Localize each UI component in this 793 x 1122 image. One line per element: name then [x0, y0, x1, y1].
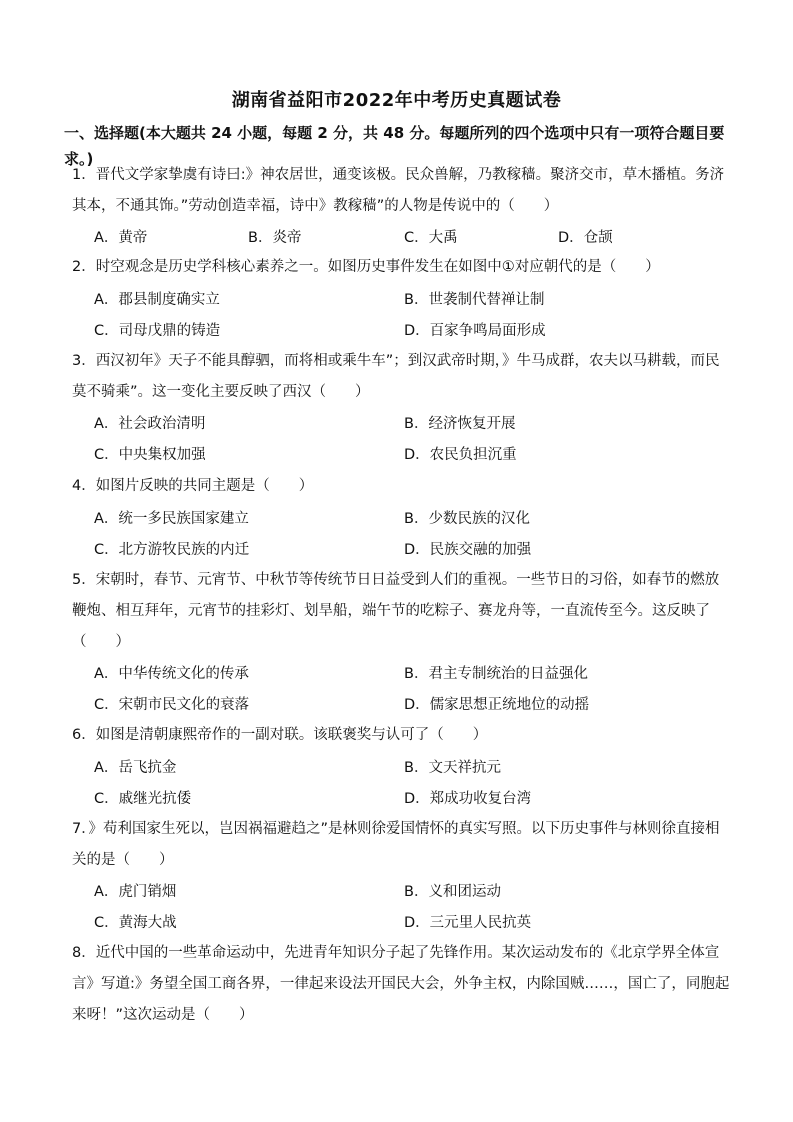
option-c[interactable]: C．宋朝市民文化的衰落: [94, 697, 250, 713]
option-c[interactable]: C．北方游牧民族的内迁: [94, 542, 250, 558]
options-6b: [94, 787, 734, 811]
option-a[interactable]: A．虎门销烟: [94, 884, 177, 900]
option-c[interactable]: C．黄海大战: [94, 915, 177, 931]
option-c[interactable]: C．司母戊鼎的铸造: [94, 323, 221, 339]
option-b[interactable]: B．世袭制代替禅让制: [404, 292, 545, 308]
option-b[interactable]: B．君主专制统治的日益强化: [404, 666, 588, 682]
question-1: 1．晋代文学家挚虞有诗曰:》神农居世，通变该极。民众兽解，乃教稼穑。聚济交市，草木播植。务济其本，不通其饰。”劳动创造幸福，诗中》教稼穑”的人物是传说中的（ ）: [72, 167, 725, 214]
question-2: 2．时空观念是历史学科核心素养之一。如图历史事件发生在如图中①对应朝代的是（ ）: [72, 259, 660, 275]
options-6: [94, 756, 734, 780]
option-b[interactable]: B．经济恢复开展: [404, 416, 516, 432]
options-5b: [94, 693, 734, 717]
question-7: 7．》苟利国家生死以，岂因祸福避趋之”是林则徐爱国情怀的真实写照。以下历史事件与林则徐直接相关的是（ ）: [72, 821, 720, 868]
section-heading: 一、选择题(本大题共 24 小题，每题 2 分，共 48 分。每题所列的四个选项中只有一项符合题目要求。): [64, 124, 725, 168]
option-a[interactable]: A．岳飞抗金: [94, 760, 177, 776]
option-b[interactable]: B．少数民族的汉化: [404, 511, 530, 527]
option-a[interactable]: A．郡县制度确实立: [94, 292, 220, 308]
option-c[interactable]: C．中央集权加强: [94, 447, 206, 463]
option-b[interactable]: B．文天祥抗元: [404, 760, 501, 776]
question-8: 8．近代中国的一些革命运动中，先进青年知识分子起了先锋作用。某次运动发布的《北京学界全体宣言》写道:》务望全国工商各界，一律起来设法开国民大会，外争主权，内除国贼……，国亡了，同胞起来呀！”这次运动是（ ）: [72, 945, 730, 1023]
options-3: [94, 412, 734, 436]
option-d[interactable]: D．三元里人民抗英: [404, 915, 532, 931]
option-a[interactable]: A．统一多民族国家建立: [94, 511, 249, 527]
options-4b: [94, 538, 734, 562]
option-b[interactable]: B．义和团运动: [404, 884, 501, 900]
option-d[interactable]: D．儒家思想正统地位的动摇: [404, 697, 590, 713]
options-5: [94, 662, 734, 686]
option-d[interactable]: D．郑成功收复台湾: [404, 791, 532, 807]
options-7b: [94, 911, 734, 935]
options-2b: [94, 319, 734, 343]
option-c[interactable]: C．戚继光抗倭: [94, 791, 192, 807]
question-5: 5．宋朝时，春节、元宵节、中秋节等传统节日日益受到人们的重视。一些节日的习俗，如春节的燃放鞭炮、相互拜年，元宵节的挂彩灯、划旱船，端午节的吃粽子、赛龙舟等，一直流传至今。这反映了（ ）: [72, 572, 720, 650]
options-7: [94, 880, 734, 904]
question-4: 4．如图片反映的共同主题是（ ）: [72, 478, 314, 494]
option-a[interactable]: A．中华传统文化的传承: [94, 666, 249, 682]
options-4: [94, 507, 734, 531]
option-b[interactable]: B．炎帝: [248, 230, 302, 246]
options-3b: [94, 443, 734, 467]
option-a[interactable]: A．社会政治清明: [94, 416, 206, 432]
option-d[interactable]: D．仓颉: [558, 230, 613, 246]
option-d[interactable]: D．民族交融的加强: [404, 542, 532, 558]
option-c[interactable]: C．大禹: [404, 230, 458, 246]
option-d[interactable]: D．百家争鸣局面形成: [404, 323, 546, 339]
options-1: [94, 226, 734, 250]
option-d[interactable]: D．农民负担沉重: [404, 447, 517, 463]
option-a[interactable]: A．黄帝: [94, 230, 148, 246]
page-title: 湖南省益阳市2022年中考历史真题试卷: [231, 90, 562, 111]
options-2: [94, 288, 734, 312]
question-3: 3．西汉初年》天子不能具醇驷，而将相或乘牛车”；到汉武帝时期，》牛马成群，农夫以马耕载，而民莫不骑乘”。这一变化主要反映了西汉（ ）: [72, 353, 720, 400]
question-6: 6．如图是清朝康熙帝作的一副对联。该联褒奖与认可了（ ）: [72, 727, 488, 743]
